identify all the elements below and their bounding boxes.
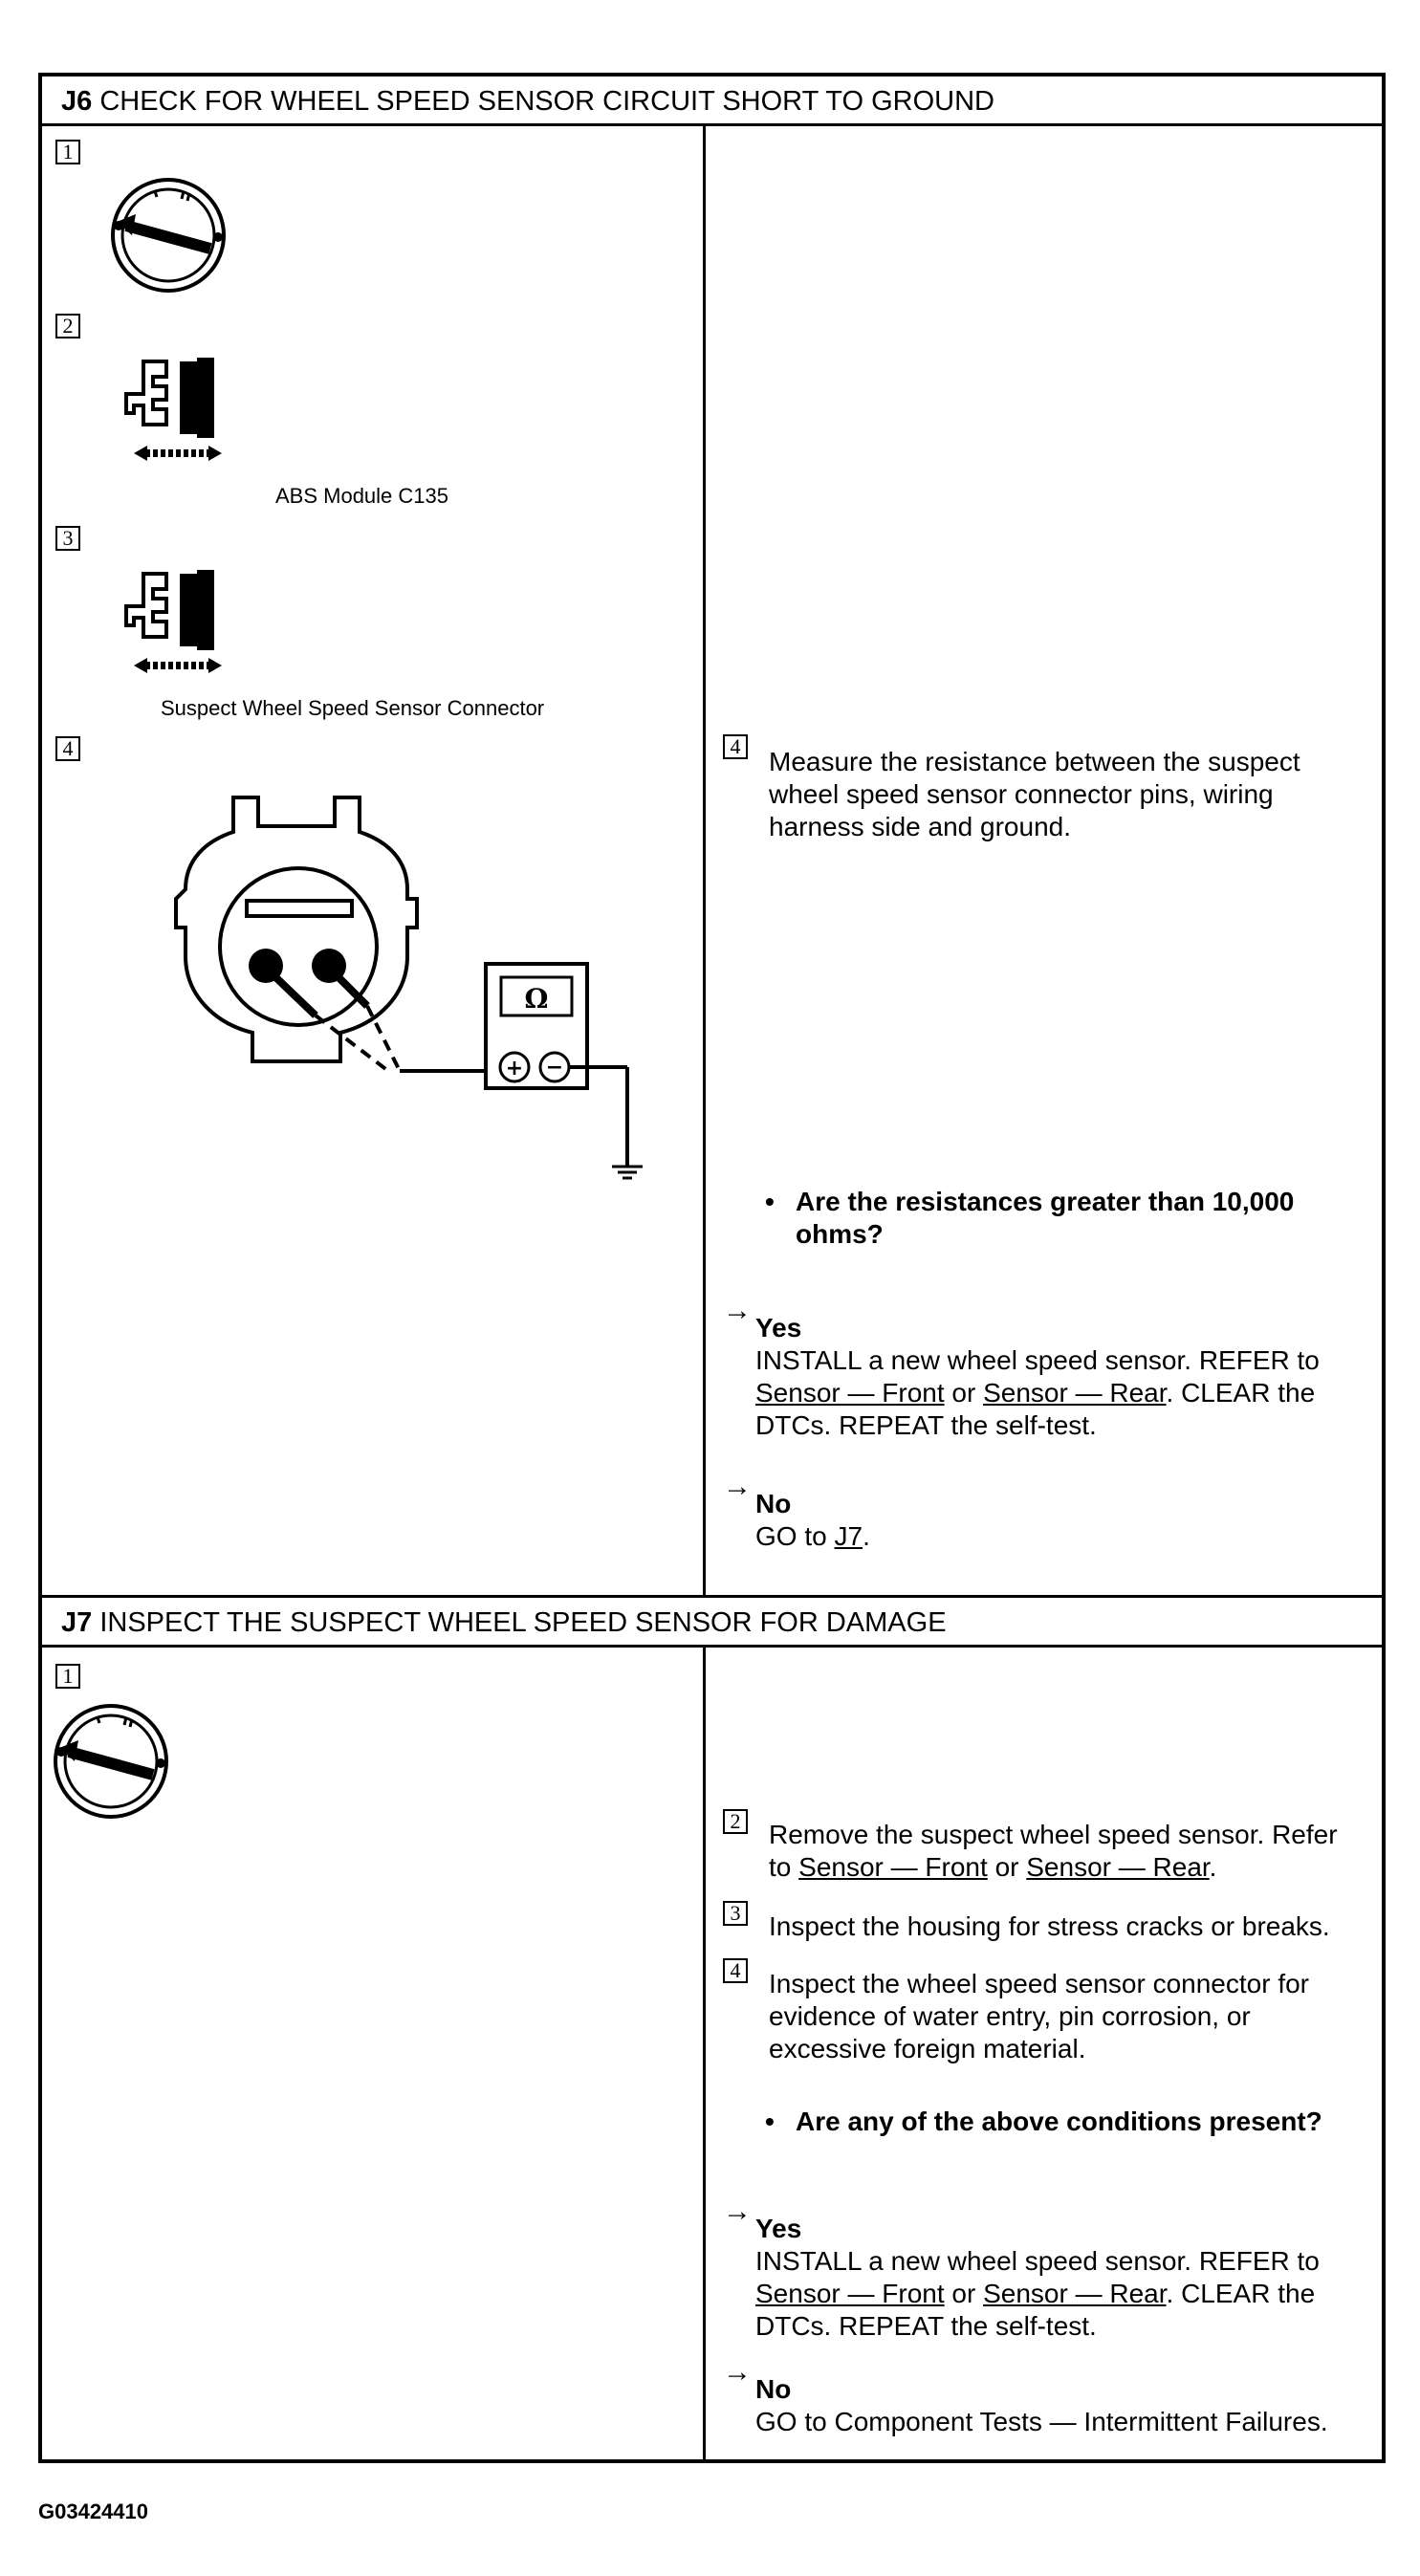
j7-question-text: Are any of the above conditions present? [796,2107,1322,2136]
j7-yes-post: . CLEAR the DTCs. REPEAT the self-test. [755,2279,1316,2341]
j7-title: INSPECT THE SUSPECT WHEEL SPEED SENSOR FOR DAMAGE [99,1607,947,1638]
j7-yes-text: INSTALL a new wheel speed sensor. REFER to [755,2246,1320,2276]
bullet-icon: • [765,1187,775,1216]
arrow-right-icon: → [723,2195,752,2227]
j6-step-1-box: 1 [55,140,80,164]
bullet-icon: • [765,2107,775,2136]
procedure-table [38,73,1386,2463]
link-sensor-rear[interactable]: Sensor — Rear [1026,1852,1210,1882]
j7-code: J7 [61,1607,93,1638]
j6-yes-text: INSTALL a new wheel speed sensor. REFER to [755,1345,1320,1375]
link-sensor-rear[interactable]: Sensor — Rear [983,2279,1167,2308]
connector-disconnect-icon [105,352,239,467]
j6-header [42,76,1382,126]
j6-yes-block [755,1312,1367,1442]
j7-step-1-box: 1 [55,1664,80,1689]
link-sensor-front[interactable]: Sensor — Front [755,1378,945,1408]
j6-right-step-4-box: 4 [723,734,748,759]
j6-column-divider [703,126,706,1595]
j7-step-2-post: . [1209,1852,1217,1882]
j6-question-text: Are the resistances greater than 10,000 ohms? [796,1187,1295,1249]
link-j7[interactable]: J7 [834,1521,863,1551]
j6-yes-label: Yes [755,1313,802,1343]
j6-step-4-text: Measure the resistance between the suspect wheel speed sensor connector pins, wiring harness side and ground. [769,747,1300,841]
abs-module-caption: ABS Module C135 [275,484,448,508]
link-sensor-front[interactable]: Sensor — Front [755,2279,945,2308]
arrow-right-icon: → [723,1471,752,1502]
j6-yes-or: or [951,1378,976,1408]
j7-step-2-pre: Remove the suspect wheel speed sensor. Refer to [769,1820,1338,1882]
j7-step-3-box: 3 [723,1901,748,1926]
j6-step-3-box: 3 [55,526,80,551]
ignition-switch-icon [52,1702,170,1821]
svg-text:−: − [545,1056,564,1080]
arrow-right-icon: → [723,1295,752,1326]
j6-step-2-box: 2 [55,314,80,338]
j7-no-text: GO to Component Tests — Intermittent Failures. [755,2407,1328,2436]
sensor-connector-caption: Suspect Wheel Speed Sensor Connector [161,696,545,720]
j6-code: J6 [61,86,93,117]
j7-step-4-text: Inspect the wheel speed sensor connector for evidence of water entry, pin corrosion, or excessive foreign material. [769,1969,1310,2063]
j7-step-2-box: 2 [723,1809,748,1834]
j7-no-block [755,2373,1367,2438]
link-sensor-front[interactable]: Sensor — Front [798,1852,988,1882]
j7-question [765,2106,1388,2138]
j6-question [765,1186,1369,1251]
ground-symbol-icon [608,1100,646,1186]
j7-column-divider [703,1648,706,2463]
j7-no-label: No [755,2374,792,2404]
j6-no-post: . [863,1521,870,1551]
figure-code: G03424410 [38,2500,148,2523]
link-sensor-rear[interactable]: Sensor — Rear [983,1378,1167,1408]
j7-yes-label: Yes [755,2214,802,2243]
arrow-right-icon: → [723,2356,752,2388]
ignition-switch-icon [109,176,228,295]
j6-no-text: GO to [755,1521,827,1551]
j6-yes-post: . CLEAR the DTCs. REPEAT the self-test. [755,1378,1316,1440]
j6-no-label: No [755,1489,792,1518]
j6-title: CHECK FOR WHEEL SPEED SENSOR CIRCUIT SHORT TO GROUND [99,86,994,117]
j6-no-block [755,1488,1367,1553]
j7-yes-or: or [951,2279,976,2308]
j7-step-3-text: Inspect the housing for stress cracks or breaks. [769,1911,1330,1941]
j7-step-2-text [769,1819,1362,1884]
connector-disconnect-icon [105,564,239,679]
svg-text:+: + [505,1057,524,1081]
ohmmeter-icon [482,960,654,1103]
j7-yes-block [755,2213,1367,2343]
j7-step-2-or: or [994,1852,1019,1882]
j6-step-4-box: 4 [55,736,80,761]
ohm-symbol: Ω [524,983,549,1015]
j7-header [42,1598,1382,1648]
j7-step-4-box: 4 [723,1958,748,1983]
